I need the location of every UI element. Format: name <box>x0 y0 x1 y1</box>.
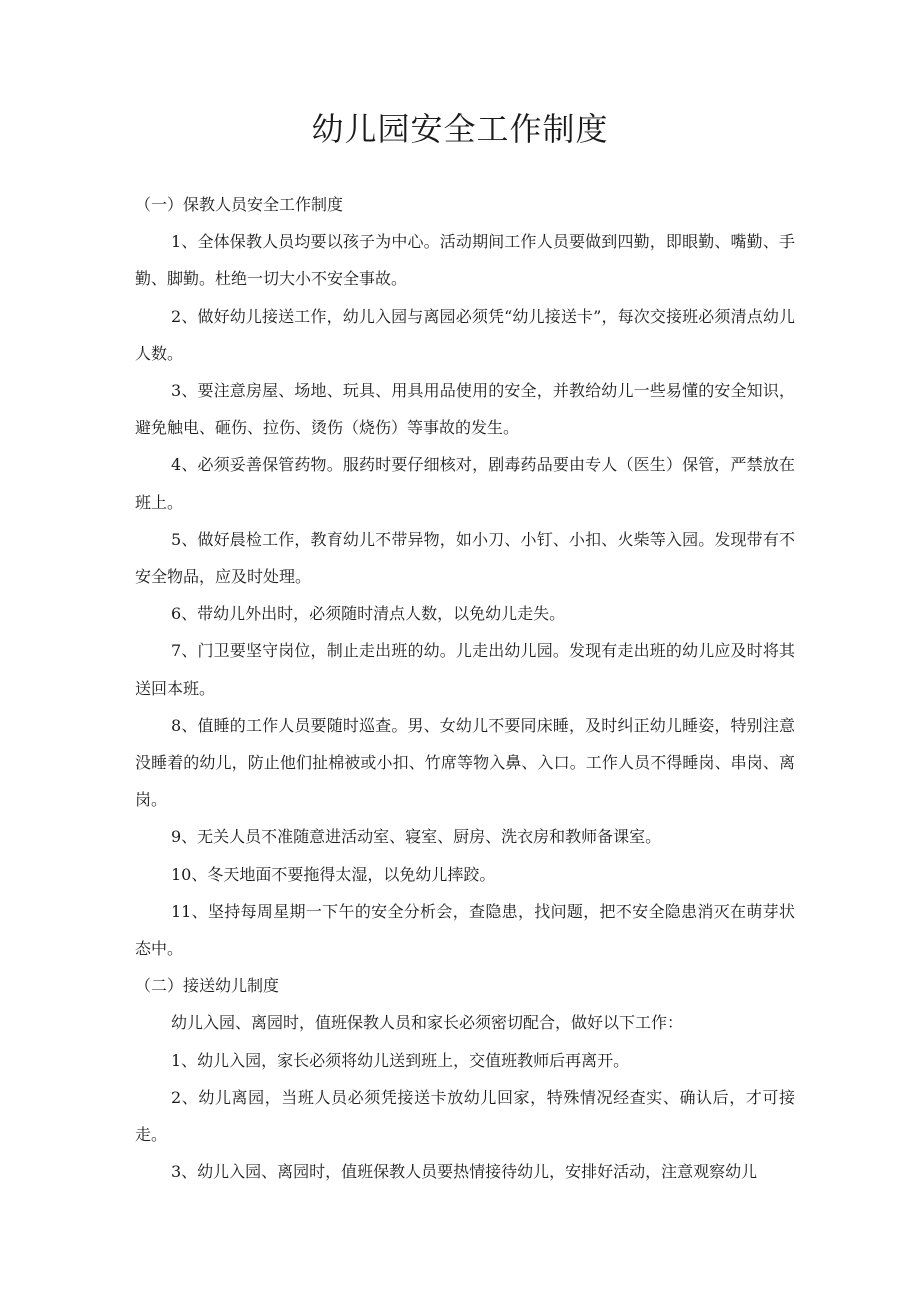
paragraph: 8、值睡的工作人员要随时巡查。男、女幼儿不要同床睡，及时纠正幼儿睡姿，特别注意没睡着的幼儿，防止他们扯棉被或小扣、竹席等物入鼻、入口。工作人员不得睡岗、串岗、离岗。 <box>135 715 795 810</box>
paragraph: 7、门卫要坚守岗位，制止走出班的幼。儿走出幼儿园。发现有走出班的幼儿应及时将其送回本班。 <box>135 641 795 698</box>
paragraph: 9、无关人员不准随意进活动室、寝室、厨房、洗衣房和教师备课室。 <box>171 827 662 847</box>
paragraph: 6、带幼儿外出时，必须随时清点人数，以免幼儿走失。 <box>171 604 566 624</box>
paragraph: 幼儿入园、离园时，值班保教人员和家长必须密切配合，做好以下工作： <box>171 1013 684 1033</box>
section-pickup-dropoff <box>135 967 795 1190</box>
paragraph: 1、全体保教人员均要以孩子为中心。活动期间工作人员要做到四勤，即眼勤、嘴勤、手勤、脚勤。杜绝一切大小不安全事故。 <box>135 232 795 289</box>
section-heading: （一）保教人员安全工作制度 <box>135 195 344 214</box>
document-title: 幼儿园安全工作制度 <box>311 110 609 148</box>
paragraph: 4、必须妥善保管药物。服药时要仔细核对，剧毒药品要由专人（医生）保管，严禁放在班上。 <box>135 455 795 512</box>
paragraph: 3、要注意房屋、场地、玩具、用具用品使用的安全，并教给幼儿一些易懂的安全知识，避免触电、砸伤、拉伤、烫伤（烧伤）等事故的发生。 <box>135 381 795 438</box>
paragraph: 2、幼儿离园，当班人员必须凭接送卡放幼儿回家，特殊情况经查实、确认后，才可接走。 <box>135 1087 795 1145</box>
section-heading: （二）接送幼儿制度 <box>135 976 280 996</box>
paragraph: 10、冬天地面不要拖得太湿，以免幼儿摔跤。 <box>171 864 496 884</box>
document-body <box>135 186 795 1190</box>
paragraph: 2、做好幼儿接送工作，幼儿入园与离园必须凭“幼儿接送卡”，每次交接班必须清点幼儿人数。 <box>135 306 795 363</box>
paragraph: 11、坚持每周星期一下午的安全分析会，查隐患，找问题，把不安全隐患消灭在萌芽状态中。 <box>135 901 795 959</box>
paragraph: 1、幼儿入园，家长必须将幼儿送到班上，交值班教师后再离开。 <box>171 1050 630 1070</box>
paragraph: 5、做好晨检工作，教育幼儿不带异物，如小刀、小钉、小扣、火柴等入园。发现带有不安全物品，应及时处理。 <box>135 529 795 587</box>
paragraph: 3、幼儿入园、离园时，值班保教人员要热情接待幼儿，安排好活动，注意观察幼儿 <box>171 1162 758 1182</box>
section-staff-safety <box>135 186 795 967</box>
